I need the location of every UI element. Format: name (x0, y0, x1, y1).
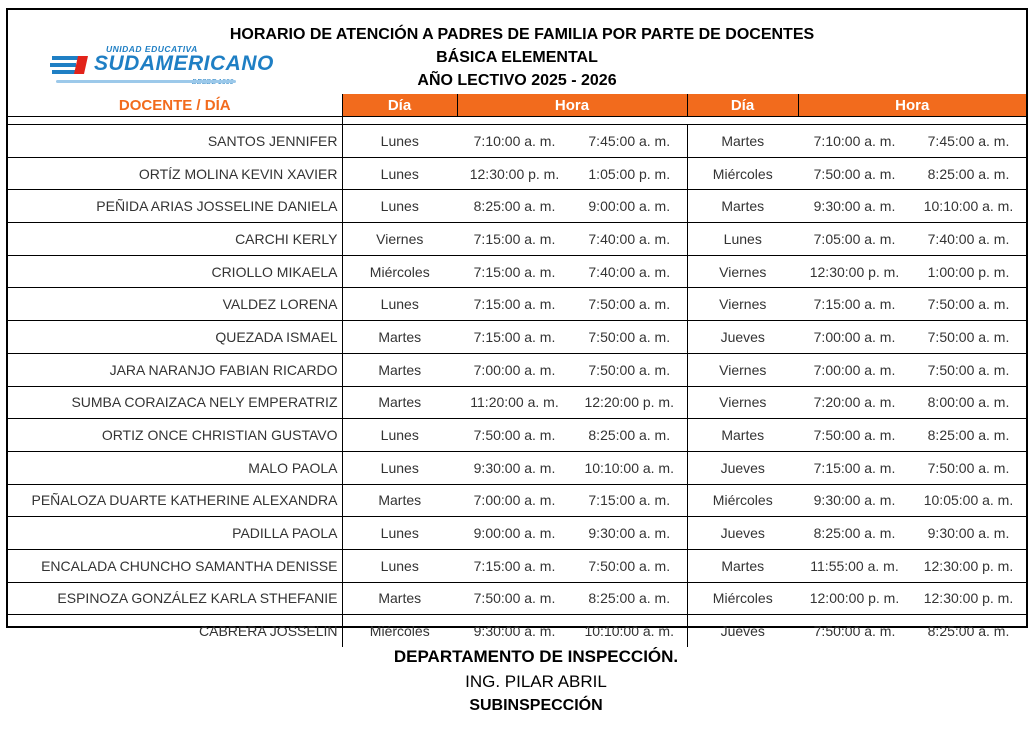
teacher-name: PEÑIDA ARIAS JOSSELINE DANIELA (8, 190, 342, 223)
table-row (8, 288, 1026, 321)
schedule-table (8, 94, 1026, 647)
day-1: Lunes (342, 125, 457, 158)
end-time-1: 7:15:00 a. m. (572, 484, 687, 517)
start-time-2: 7:20:00 a. m. (798, 386, 911, 419)
start-time-2: 7:50:00 a. m. (798, 419, 911, 452)
teacher-name: ORTIZ ONCE CHRISTIAN GUSTAVO (8, 419, 342, 452)
start-time-1: 7:00:00 a. m. (457, 353, 572, 386)
end-time-2: 7:50:00 a. m. (911, 353, 1026, 386)
footer-department: DEPARTAMENTO DE INSPECCIÓN. (393, 647, 679, 666)
table-header-row (8, 94, 1026, 117)
day-2: Martes (687, 125, 798, 158)
table-row (8, 321, 1026, 354)
column-header-hora-2: Hora (798, 94, 1026, 117)
start-time-2: 9:30:00 a. m. (798, 190, 911, 223)
start-time-1: 12:30:00 p. m. (457, 157, 572, 190)
day-1: Lunes (342, 288, 457, 321)
teacher-name: ESPINOZA GONZÁLEZ KARLA STHEFANIE (8, 582, 342, 615)
day-1: Lunes (342, 549, 457, 582)
start-time-1: 7:15:00 a. m. (457, 288, 572, 321)
teacher-name: MALO PAOLA (8, 451, 342, 484)
teacher-name: JARA NARANJO FABIAN RICARDO (8, 353, 342, 386)
start-time-2: 7:50:00 a. m. (813, 623, 896, 640)
teacher-name: PADILLA PAOLA (8, 517, 342, 550)
start-time-1: 7:00:00 a. m. (457, 484, 572, 517)
day-1: Lunes (342, 157, 457, 190)
table-row (8, 419, 1026, 452)
column-header-docente: DOCENTE / DÍA (8, 94, 342, 117)
start-time-1: 7:15:00 a. m. (457, 549, 572, 582)
end-time-1: 1:05:00 p. m. (572, 157, 687, 190)
day-1: Lunes (342, 419, 457, 452)
end-time-1: 10:10:00 a. m. (572, 451, 687, 484)
day-1: Martes (342, 386, 457, 419)
day-2: Lunes (687, 223, 798, 256)
end-time-2: 7:50:00 a. m. (911, 321, 1026, 354)
table-row (8, 386, 1026, 419)
teacher-name: CRIOLLO MIKAELA (8, 255, 342, 288)
day-2: Viernes (687, 353, 798, 386)
teacher-name: QUEZADA ISMAEL (8, 321, 342, 354)
start-time-1: 7:15:00 a. m. (457, 321, 572, 354)
table-row (8, 190, 1026, 223)
end-time-2: 1:00:00 p. m. (911, 255, 1026, 288)
end-time-2: 7:50:00 a. m. (911, 451, 1026, 484)
start-time-1: 7:50:00 a. m. (457, 419, 572, 452)
start-time-2: 7:05:00 a. m. (798, 223, 911, 256)
day-2: Jueves (687, 451, 798, 484)
teacher-name: ENCALADA CHUNCHO SAMANTHA DENISSE (8, 549, 342, 582)
start-time-1: 7:10:00 a. m. (457, 125, 572, 158)
start-time-1: 7:50:00 a. m. (457, 582, 572, 615)
end-time-2: 10:05:00 a. m. (911, 484, 1026, 517)
header-spacer-row (8, 117, 1026, 125)
teacher-name: SUMBA CORAIZACA NELY EMPERATRIZ (8, 386, 342, 419)
logo-small-text: UNIDAD EDUCATIVA (106, 44, 198, 54)
start-time-1: 9:00:00 a. m. (457, 517, 572, 550)
day-1: Lunes (342, 190, 457, 223)
table-row (8, 451, 1026, 484)
start-time-1: 8:25:00 a. m. (457, 190, 572, 223)
end-time-2: 12:30:00 p. m. (911, 549, 1026, 582)
table-row (8, 549, 1026, 582)
end-time-2: 10:10:00 a. m. (911, 190, 1026, 223)
day-1: Viernes (342, 223, 457, 256)
end-time-2: 7:50:00 a. m. (911, 288, 1026, 321)
table-row (8, 615, 1026, 647)
start-time-2: 7:15:00 a. m. (798, 451, 911, 484)
teacher-name: VALDEZ LORENA (8, 288, 342, 321)
table-row (8, 353, 1026, 386)
end-time-2: 7:45:00 a. m. (911, 125, 1026, 158)
end-time-1: 8:25:00 a. m. (572, 582, 687, 615)
day-1: Lunes (342, 517, 457, 550)
start-time-2: 7:10:00 a. m. (798, 125, 911, 158)
end-time-1: 7:50:00 a. m. (572, 321, 687, 354)
teacher-name: CABRERA JOSSELIN (8, 615, 342, 647)
start-time-1: 9:30:00 a. m. (473, 623, 556, 640)
logo-name: SUDAMERICANO (94, 52, 274, 75)
end-time-2: 8:25:00 a. m. (911, 157, 1026, 190)
column-header-dia-2: Día (687, 94, 798, 117)
day-2: Martes (687, 419, 798, 452)
day-2: Jueves (687, 517, 798, 550)
start-time-1: 7:15:00 a. m. (457, 223, 572, 256)
day-2: Jueves (687, 321, 798, 354)
table-row (8, 255, 1026, 288)
table-row (8, 125, 1026, 158)
end-time-1: 7:50:00 a. m. (572, 549, 687, 582)
end-time-1: 12:20:00 p. m. (572, 386, 687, 419)
table-row (8, 484, 1026, 517)
start-time-2: 12:30:00 p. m. (798, 255, 911, 288)
footer-role: SUBINSPECCIÓN (469, 697, 603, 714)
day-2: Viernes (687, 288, 798, 321)
end-time-1: 9:30:00 a. m. (572, 517, 687, 550)
end-time-2: 7:40:00 a. m. (911, 223, 1026, 256)
start-time-2: 11:55:00 a. m. (798, 549, 911, 582)
school-year: AÑO LECTIVO 2025 - 2026 (417, 72, 617, 89)
table-row (8, 517, 1026, 550)
start-time-2: 7:15:00 a. m. (798, 288, 911, 321)
page-title: HORARIO DE ATENCIÓN A PADRES DE FAMILIA POR PARTE DE DOCENTES (229, 26, 815, 43)
end-time-1: 8:25:00 a. m. (572, 419, 687, 452)
footer-signatory: ING. PILAR ABRIL (465, 672, 607, 691)
table-row (8, 582, 1026, 615)
start-time-2: 7:00:00 a. m. (798, 321, 911, 354)
day-1: Martes (342, 353, 457, 386)
column-header-hora-1: Hora (457, 94, 687, 117)
table-row (8, 223, 1026, 256)
end-time-1: 7:45:00 a. m. (572, 125, 687, 158)
sheet-header (8, 10, 1026, 96)
end-time-2: 12:30:00 p. m. (911, 582, 1026, 615)
end-time-1: 9:00:00 a. m. (572, 190, 687, 223)
end-time-1: 7:40:00 a. m. (572, 223, 687, 256)
column-header-dia-1: Día (342, 94, 457, 117)
start-time-2: 12:00:00 p. m. (798, 582, 911, 615)
day-1: Martes (342, 582, 457, 615)
table-row (8, 157, 1026, 190)
end-time-1: 7:40:00 a. m. (572, 255, 687, 288)
teacher-name: CARCHI KERLY (8, 223, 342, 256)
day-2: Martes (687, 549, 798, 582)
end-time-2: 8:25:00 a. m. (911, 419, 1026, 452)
end-time-2: 8:25:00 a. m. (927, 623, 1010, 640)
day-2: Miércoles (687, 582, 798, 615)
end-time-2: 8:00:00 a. m. (911, 386, 1026, 419)
end-time-1: 10:10:00 a. m. (584, 623, 674, 640)
day-1: Miércoles (369, 623, 430, 640)
day-2: Miércoles (687, 484, 798, 517)
end-time-1: 7:50:00 a. m. (572, 288, 687, 321)
schedule-sheet (6, 8, 1028, 640)
teacher-name: ORTÍZ MOLINA KEVIN XAVIER (8, 157, 342, 190)
page-subtitle: BÁSICA ELEMENTAL (436, 49, 598, 66)
day-1: Lunes (342, 451, 457, 484)
day-2: Jueves (687, 615, 798, 647)
day-2: Viernes (687, 255, 798, 288)
start-time-2: 7:00:00 a. m. (798, 353, 911, 386)
day-1: Miércoles (342, 255, 457, 288)
day-2: Miércoles (687, 157, 798, 190)
day-1: Martes (342, 321, 457, 354)
day-2: Martes (687, 190, 798, 223)
start-time-2: 9:30:00 a. m. (798, 484, 911, 517)
teacher-name: SANTOS JENNIFER (8, 125, 342, 158)
start-time-1: 7:15:00 a. m. (457, 255, 572, 288)
start-time-1: 9:30:00 a. m. (457, 451, 572, 484)
teacher-name: PEÑALOZA DUARTE KATHERINE ALEXANDRA (8, 484, 342, 517)
end-time-2: 9:30:00 a. m. (911, 517, 1026, 550)
start-time-2: 8:25:00 a. m. (798, 517, 911, 550)
start-time-1: 11:20:00 a. m. (457, 386, 572, 419)
start-time-2: 7:50:00 a. m. (798, 157, 911, 190)
end-time-1: 7:50:00 a. m. (572, 353, 687, 386)
day-2: Viernes (687, 386, 798, 419)
day-1: Martes (342, 484, 457, 517)
